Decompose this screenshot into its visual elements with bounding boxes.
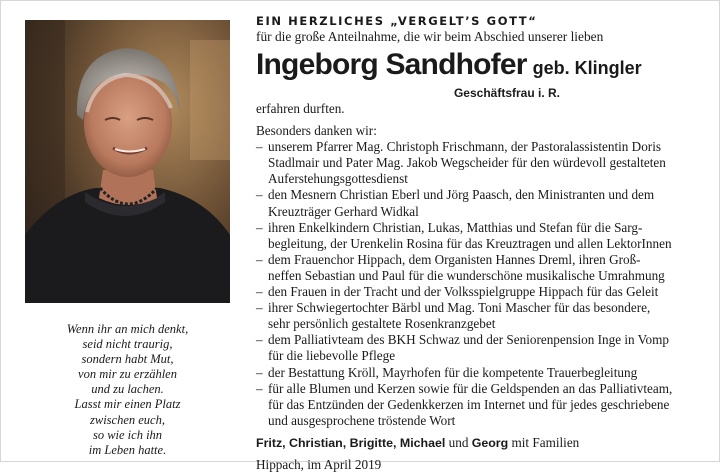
list-item-line: ihren Enkelkindern Christian, Lukas, Matthias und Stefan für die Sarg- [268, 219, 643, 235]
memorial-poem [25, 322, 230, 458]
dash-bullet: – [256, 251, 263, 267]
dash-bullet: – [256, 364, 263, 380]
deceased-name: Ingeborg Sandhofer [256, 48, 527, 81]
dash-bullet: – [256, 332, 263, 348]
dash-bullet: – [256, 139, 263, 155]
dash-bullet: – [256, 219, 263, 235]
poem-line: von mir zu erzählen [78, 367, 177, 382]
deceased-name-line [256, 49, 708, 86]
portrait-photo [25, 20, 230, 303]
list-item [256, 139, 708, 187]
list-item [256, 300, 708, 332]
list-item [256, 252, 708, 284]
list-item [256, 332, 708, 364]
place-date: Hippach, im April 2019 [256, 456, 382, 472]
list-item-line: Stadlmair und Pater Mag. Jakob Wegscheider für den würdevoll gestalteten [268, 155, 666, 171]
list-item [256, 220, 708, 252]
poem-line: so wie ich ihn [92, 427, 163, 442]
intro-text: für die große Anteilnahme, die wir beim Abschied unserer lieben [256, 29, 604, 44]
list-item [256, 284, 708, 300]
list-item-line: ihrer Schwiegertochter Bärbl und Mag. Toni Mascher für das besondere, [268, 300, 651, 316]
list-item-line: für die liebevolle Pflege [268, 348, 396, 364]
poem-line: seid nicht traurig, [82, 337, 173, 352]
list-item-line: unserem Pfarrer Mag. Christoph Frischmann, der Pastoralassistentin Doris [268, 139, 661, 155]
family-name-last: Georg [471, 435, 509, 450]
closing-and: und [448, 434, 469, 450]
list-item [256, 381, 708, 429]
notice-heading: EIN HERZLICHES „VERGELT’S GOTT“ [256, 14, 538, 28]
list-item [256, 187, 708, 219]
list-item-line: und ausgesprochene tröstende Wort [268, 412, 456, 428]
list-item-line: neffen Sebastian und Paul für die wunderschöne musikalische Umrahmung [268, 267, 665, 283]
list-item-line: der Bestattung Kröll, Mayrhofen für die kompetente Trauerbegleitung [268, 364, 638, 380]
list-item-line: dem Frauenchor Hippach, dem Organisten Hannes Dreml, ihren Groß- [268, 251, 641, 267]
poem-line: zwischen euch, [90, 412, 165, 427]
dash-bullet: – [256, 187, 263, 203]
poem-line: Wenn ihr an mich denkt, [66, 322, 189, 336]
poem-line: im Leben hatte. [88, 442, 167, 457]
list-item-line: sehr persönlich gestaltete Rosenkranzgebet [268, 316, 496, 332]
thank-you-notice [256, 14, 708, 473]
list-item-line: für alle Blumen und Kerzen sowie für die Geldspenden an das Palliativteam, [268, 380, 673, 396]
birth-name: geb. Klingler [532, 58, 642, 78]
dash-bullet: – [256, 284, 263, 300]
list-item-line: Auferstehungsgottesdienst [268, 171, 408, 187]
list-item-line: dem Palliativteam des BKH Schwaz und der Seniorenpension Inge in Vomp [268, 332, 669, 348]
dash-bullet: – [256, 300, 263, 316]
poem-line: Lasst mir einen Platz [74, 397, 181, 412]
poem-line: sondern habt Mut, [81, 352, 174, 367]
after-name-text: erfahren durften. [256, 101, 345, 116]
list-item-line: begleitung, der Urenkelin Rosina für das Kreuztragen und allen LektorInnen [268, 235, 672, 251]
list-item-line: für das Entzünden der Gedenkkerzen im Internet und für jedes geschriebene [268, 396, 670, 412]
closing-suffix: mit Familien [511, 434, 580, 450]
list-item-line: den Mesnern Christian Eberl und Jörg Paasch, den Ministranten und dem [268, 187, 655, 203]
list-item-line: Kreuzträger Gerhard Widkal [268, 203, 419, 219]
family-names: Fritz, Christian, Brigitte, Michael [256, 435, 446, 450]
list-item-line: den Frauen in der Tracht und der Volksspielgruppe Hippach für das Geleit [268, 284, 659, 300]
list-item [256, 365, 708, 381]
occupation: Geschäftsfrau i. R. [453, 86, 560, 100]
closing-signature [256, 435, 708, 451]
dash-bullet: – [256, 380, 263, 396]
thanks-list [256, 139, 708, 429]
poem-line: und zu lachen. [91, 382, 164, 397]
thanks-intro: Besonders danken wir: [256, 123, 377, 139]
